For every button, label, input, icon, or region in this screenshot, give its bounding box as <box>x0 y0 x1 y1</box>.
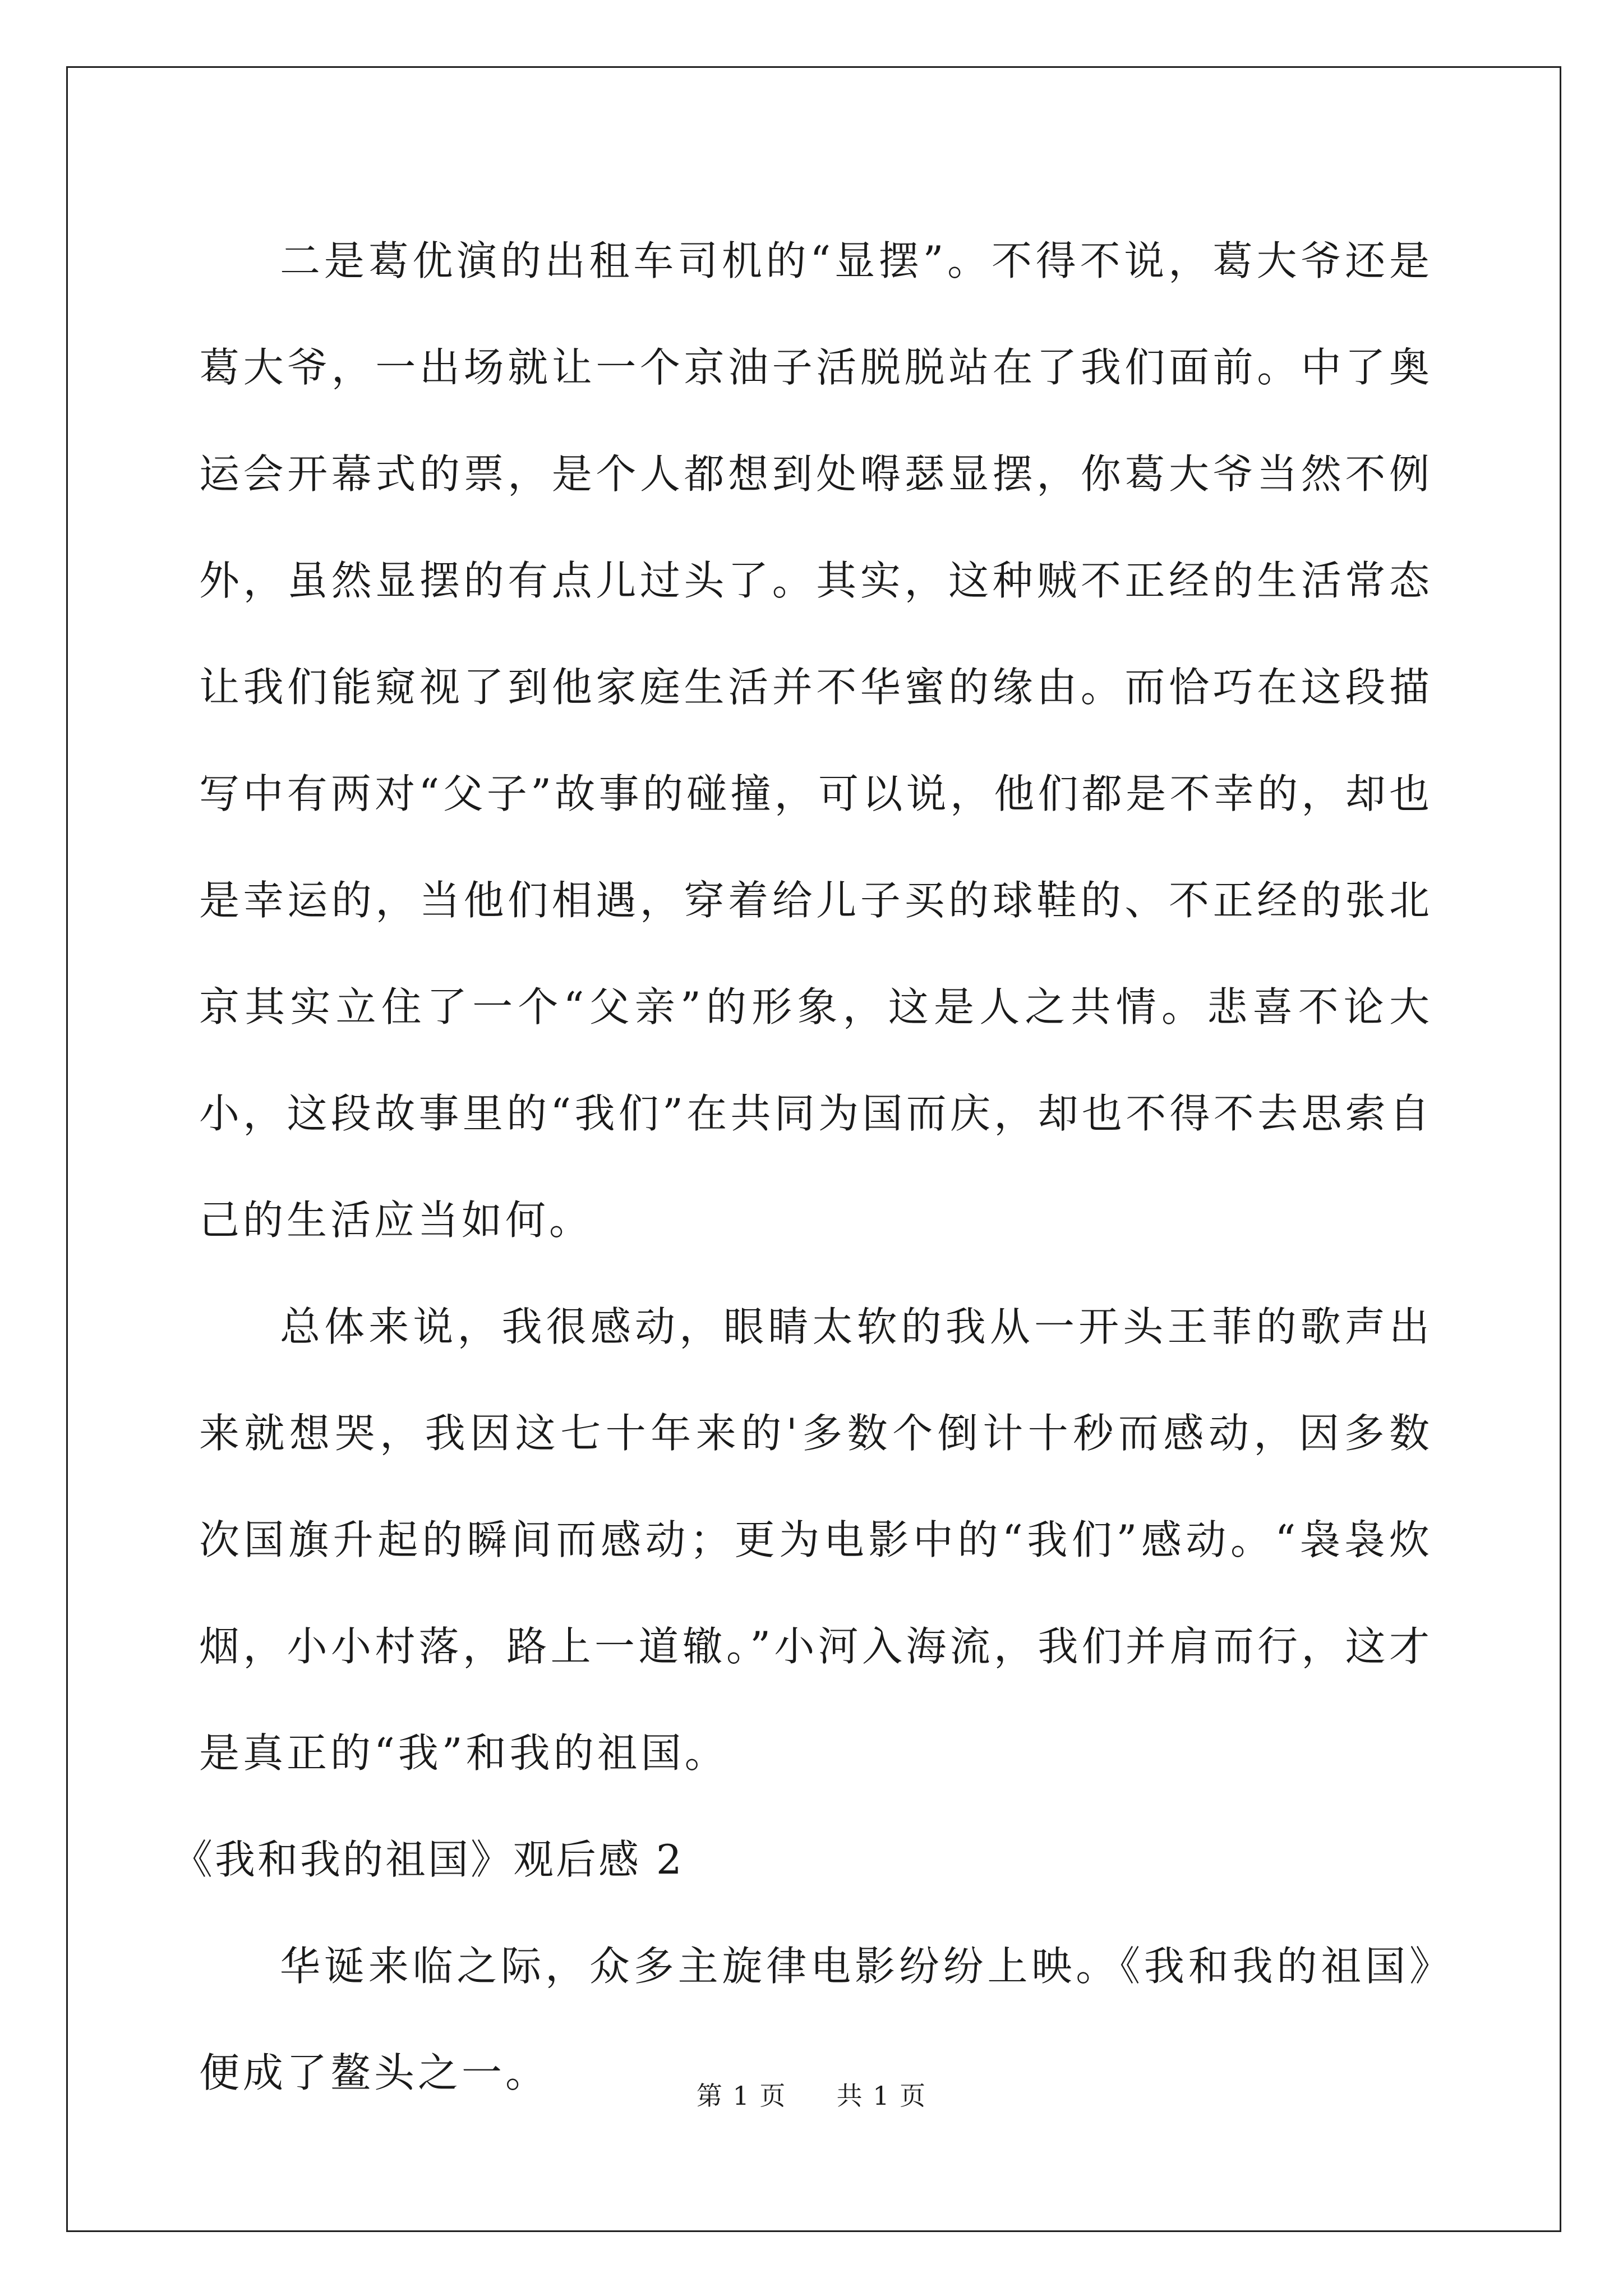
page-number: 第 1 页 <box>696 2081 787 2111</box>
section-heading: 《我和我的祖国》观后感 2 <box>172 1836 684 1883</box>
page-footer <box>0 2076 1623 2113</box>
body-paragraph: 总体来说，我很感动，眼睛太软的我从一开头王菲的歌声出来就想哭，我因这七十年来的'多数个倒计十秒而感动，因多数次国旗升起的瞬间而感动；更为电影中的“我们”感动。“袅袅炊烟，小小村落，路上一道辙。”小河入海流，我们并肩而行，这才是真正的“我”和我的祖国。 <box>199 1303 1433 1777</box>
body-paragraph: 华诞来临之际，众多主旋律电影纷纷上映。《我和我的祖国》便成了鳌头之一。 <box>199 1943 1433 2096</box>
body-paragraph: 二是葛优演的出租车司机的“显摆”。不得不说，葛大爷还是葛大爷，一出场就让一个京油子活脱脱站在了我们面前。中了奥运会开幕式的票，是个人都想到处嘚瑟显摆，你葛大爷当然不例外，虽然显摆的有点儿过头了。其实，这种贼不正经的生活常态让我们能窥视了到他家庭生活并不华蜜的缘由。而恰巧在这段描写中有两对“父子”故事的碰撞，可以说，他们都是不幸的，却也是幸运的，当他们相遇，穿着给儿子买的球鞋的、不正经的张北京其实立住了一个“父亲”的形象，这是人之共情。悲喜不论大小，这段故事里的“我们”在共同为国而庆，却也不得不去思索自己的生活应当如何。 <box>199 237 1433 1244</box>
document-body <box>172 208 1433 2126</box>
page-total: 共 1 页 <box>836 2081 927 2111</box>
